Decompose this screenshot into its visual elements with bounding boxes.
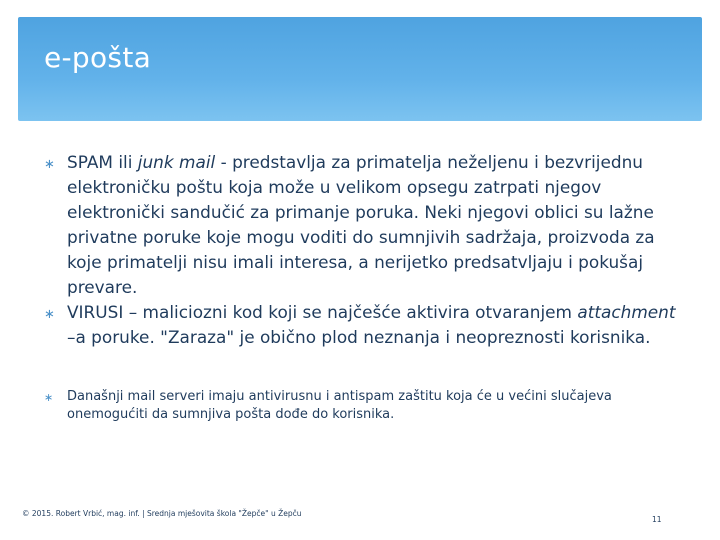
asterisk-bullet-icon: ∗ — [44, 391, 54, 404]
bullet-term: VIRUSI – maliciozni kod koji se najčešće aktivira otvaranjem — [67, 302, 578, 322]
bullet-term-italic: junk mail — [137, 152, 216, 172]
bullet-term-italic: attachment — [577, 302, 676, 322]
bullet-text: - predstavlja za primatelja neželjenu i bezvrijednu elektroničku poštu koja može u velikom opsegu zatrpati njegov elektronički sandučić za primanje poruka. Neki njegovi oblici su lažne privatne poruke koje mogu voditi do sumnjivih sadržaja, proizvoda za koje primatelji nisu imali interesa, a nerijetko predsatvljaju i pokušaj prevare. — [67, 152, 655, 297]
bullet-text: Današnji mail serveri imaju antivirusnu i antispam zaštitu koja će u većini slučajeva onemogućiti da sumnjiva pošta dođe do korisnika. — [67, 389, 612, 422]
bullet-spam — [44, 150, 684, 300]
slide-title: e-pošta — [44, 41, 152, 74]
bullet-term: SPAM ili — [67, 152, 138, 172]
asterisk-bullet-icon: ∗ — [44, 157, 55, 172]
asterisk-bullet-icon: ∗ — [44, 307, 55, 322]
bullet-mail-serveri — [44, 388, 684, 424]
slide-content — [44, 150, 684, 424]
bullet-virusi — [44, 300, 684, 350]
slide-footer: © 2015. Robert Vrbić, mag. inf. | Srednja mješovita škola "Žepče" u Žepču — [22, 509, 302, 518]
page-number: 11 — [652, 515, 662, 524]
bullet-text: –a poruke. "Zaraza" je obično plod neznanja i neopreznosti korisnika. — [67, 327, 651, 347]
